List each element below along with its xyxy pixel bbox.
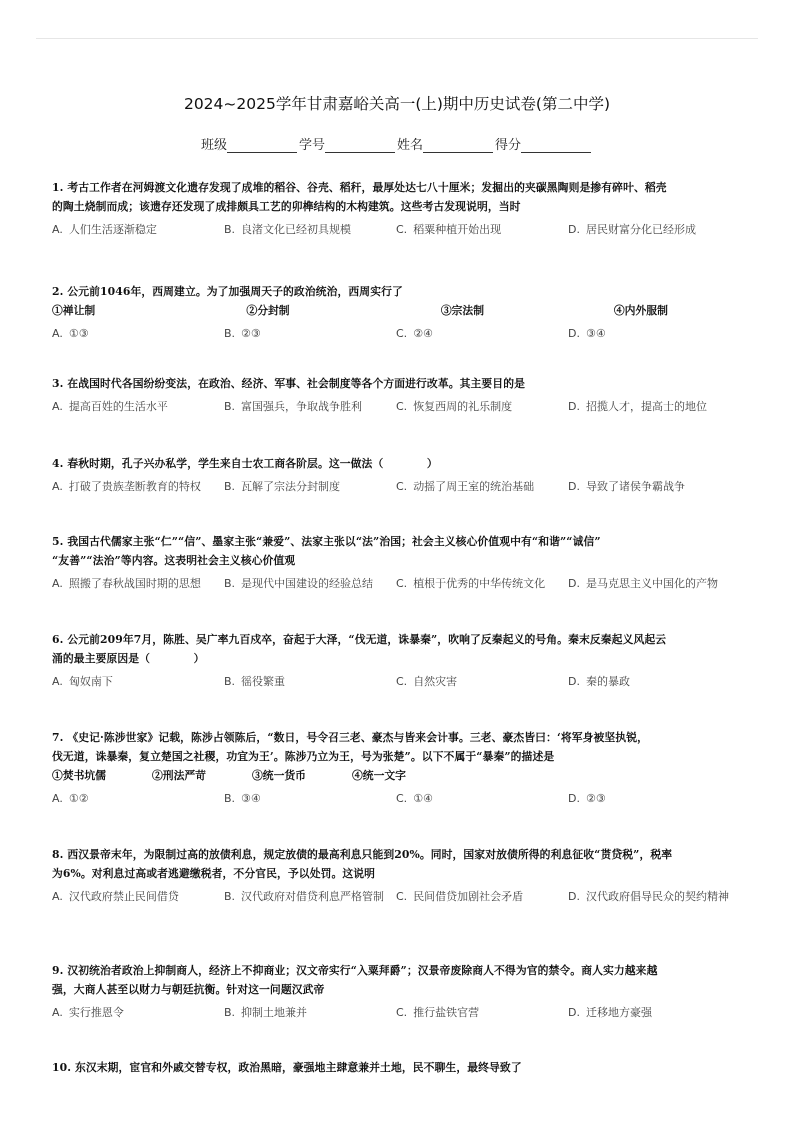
question-2 (52, 282, 750, 342)
option-text: 植根于优秀的中华传统文化 (413, 577, 546, 590)
answer-options (52, 222, 750, 238)
answer-options (52, 791, 750, 807)
option-letter: C. (396, 675, 408, 688)
option-text: 恢复西周的礼乐制度 (413, 400, 513, 413)
option-d[interactable] (568, 479, 740, 495)
stem-line: 3. 在战国时代各国纷纷变法，在政治、经济、军事、社会制度等各个方面进行改革。其主要目的是 (52, 377, 525, 390)
option-letter: A. (52, 577, 63, 590)
question-5 (52, 532, 750, 592)
option-d[interactable] (568, 399, 740, 415)
option-text: ①③ (68, 327, 89, 340)
option-text: 导致了诸侯争霸战争 (585, 480, 685, 493)
question-10 (52, 1058, 750, 1077)
option-text: ③④ (241, 792, 261, 805)
option-letter: D. (568, 792, 580, 805)
option-d[interactable] (568, 674, 740, 690)
option-letter: A. (52, 400, 63, 413)
option-letter: D. (568, 327, 580, 340)
option-a[interactable] (52, 399, 224, 415)
student-number-field[interactable]: 学号 (299, 134, 397, 153)
option-text: 富国强兵，争取战争胜利 (241, 400, 363, 413)
question-stem (52, 845, 750, 883)
option-letter: D. (568, 675, 580, 688)
class-field[interactable]: 班级 (201, 134, 299, 153)
stem-line: 强，大商人甚至以财力与朝廷抗衡。针对这一问题汉武帝 (52, 983, 325, 996)
option-d[interactable] (568, 576, 740, 592)
option-text: 良渚文化已经初具规模 (241, 223, 352, 236)
option-letter: D. (568, 577, 580, 590)
option-letter: A. (52, 480, 63, 493)
option-text: ③④ (585, 327, 606, 340)
option-letter: C. (396, 400, 408, 413)
option-letter: B. (224, 1006, 236, 1019)
option-text: 自然灾害 (413, 675, 458, 688)
option-text: 秦的暴政 (585, 675, 630, 688)
option-text: 稻粟种植开始出现 (413, 223, 502, 236)
option-text: 汉代政府对借贷利息严格管制 (241, 890, 385, 903)
option-text: 居民财富分化已经形成 (585, 223, 696, 236)
option-letter: A. (52, 890, 63, 903)
option-text: 汉代政府倡导民众的契约精神 (585, 890, 729, 903)
option-letter: B. (224, 890, 236, 903)
option-letter: B. (224, 327, 236, 340)
option-text: 瓦解了宗法分封制度 (241, 480, 341, 493)
option-text: ①④ (413, 792, 433, 805)
option-b[interactable] (224, 674, 396, 690)
stem-line: 6. 公元前209年7月，陈胜、吴广率九百戍卒，奋起于大泽，“伐无道，诛暴秦”，吹响了反秦起义的号角。秦末反秦起义风起云 (52, 633, 667, 646)
option-a[interactable] (52, 326, 224, 342)
option-letter: D. (568, 890, 580, 903)
question-4 (52, 454, 750, 495)
stem-line: 的陶土烧制而成；该遗存还发现了成排颇具工艺的卯榫结构的木构建筑。这些考古发现说明，当时 (52, 200, 521, 213)
option-b[interactable] (224, 1005, 396, 1021)
option-text: ②③ (585, 792, 606, 805)
option-letter: C. (396, 327, 408, 340)
option-letter: A. (52, 327, 63, 340)
question-stem (52, 1058, 750, 1077)
question-8 (52, 845, 750, 905)
stem-line: 10. 东汉末期，宦官和外戚交替专权，政治黑暗，豪强地主肆意兼并土地，民不聊生，最终导致了 (52, 1061, 522, 1074)
statement-item: ②刑法严苛 (152, 769, 206, 782)
question-stem (52, 532, 750, 570)
name-field[interactable]: 姓名 (397, 134, 495, 153)
question-stem (52, 282, 750, 301)
option-c[interactable] (396, 399, 568, 415)
question-stem (52, 178, 750, 216)
option-c[interactable] (396, 326, 568, 342)
stem-line: 为6%。对利息过高或者逃避缴税者，不分官民，予以处罚。这说明 (52, 867, 376, 880)
option-text: 是马克思主义中国化的产物 (585, 577, 718, 590)
option-letter: A. (52, 792, 63, 805)
option-a[interactable] (52, 791, 224, 807)
stem-line: 1. 考古工作者在河姆渡文化遗存发现了成堆的稻谷、谷壳、稻秆，最厚处达七八十厘米；发掘出的夹碳黑陶则是掺有碎叶、稻壳 (52, 181, 667, 194)
option-letter: C. (396, 480, 408, 493)
option-a[interactable] (52, 674, 224, 690)
answer-options (52, 326, 750, 342)
option-c[interactable] (396, 1005, 568, 1021)
option-text: 迁移地方豪强 (585, 1006, 652, 1019)
option-letter: C. (396, 577, 408, 590)
option-d[interactable] (568, 889, 740, 905)
option-letter: C. (396, 1006, 408, 1019)
option-letter: C. (396, 792, 408, 805)
option-b[interactable] (224, 326, 396, 342)
stem-line: 伐无道，诛暴秦，复立楚国之社稷，功宜为王’。陈涉乃立为王，号为张楚”。以下不属于“暴秦”的描述是 (52, 750, 555, 763)
option-a[interactable] (52, 1005, 224, 1021)
score-field[interactable]: 得分 (495, 134, 593, 153)
option-text: 徭役繁重 (241, 675, 286, 688)
option-a[interactable] (52, 889, 224, 905)
question-stem (52, 961, 750, 999)
option-letter: C. (396, 223, 408, 236)
question-6 (52, 630, 750, 690)
option-letter: B. (224, 223, 236, 236)
option-text: 是现代中国建设的经验总结 (241, 577, 374, 590)
option-d[interactable] (568, 222, 740, 238)
statement-item: ④统一文字 (352, 769, 406, 782)
answer-options (52, 889, 750, 905)
answer-options (52, 1005, 750, 1021)
option-c[interactable] (396, 674, 568, 690)
option-letter: D. (568, 400, 580, 413)
option-b[interactable] (224, 222, 396, 238)
option-letter: D. (568, 1006, 580, 1019)
option-d[interactable] (568, 1005, 740, 1021)
stem-line: 7. 《史记·陈涉世家》记载，陈涉占领陈后，“数日，号令召三老、豪杰与皆来会计事。三老、豪杰皆曰：‘将军身被坚执锐， (52, 731, 648, 744)
option-text: 汉代政府禁止民间借贷 (68, 890, 179, 903)
statement-item: ①禅让制 (52, 304, 96, 317)
option-text: 照搬了春秋战国时期的思想 (68, 577, 201, 590)
option-d[interactable] (568, 326, 740, 342)
option-text: 动摇了周王室的统治基础 (413, 480, 535, 493)
question-stem (52, 728, 750, 766)
statement-item: ④内外服制 (613, 304, 668, 317)
top-divider (36, 38, 758, 39)
statement-list (52, 301, 750, 320)
answer-options (52, 479, 750, 495)
option-b[interactable] (224, 479, 396, 495)
option-text: 抑制土地兼并 (241, 1006, 308, 1019)
option-text: 提高百姓的生活水平 (68, 400, 168, 413)
option-c[interactable] (396, 222, 568, 238)
option-d[interactable] (568, 791, 740, 807)
option-text: 民间借贷加剧社会矛盾 (413, 890, 524, 903)
exam-title: 2024~2025学年甘肃嘉峪关高一(上)期中历史试卷(第二中学) (183, 95, 611, 113)
option-letter: B. (224, 577, 236, 590)
option-letter: A. (52, 223, 63, 236)
option-c[interactable] (396, 791, 568, 807)
option-b[interactable] (224, 889, 396, 905)
option-letter: B. (224, 675, 236, 688)
stem-line: 涌的最主要原因是（ ） (52, 652, 205, 665)
stem-line: 9. 汉初统治者政治上抑制商人，经济上不抑商业；汉文帝实行“入粟拜爵”；汉景帝废除商人不得为官的禁令。商人实力越来越 (52, 964, 658, 977)
stem-line: “友善”“法治”等内容。这表明社会主义核心价值观 (52, 554, 296, 567)
option-text: 匈奴南下 (68, 675, 113, 688)
question-stem (52, 454, 750, 473)
option-c[interactable] (396, 479, 568, 495)
option-a[interactable] (52, 479, 224, 495)
option-text: 打破了贵族垄断教育的特权 (68, 480, 201, 493)
answer-options (52, 399, 750, 415)
question-3 (52, 374, 750, 415)
student-info-row (0, 134, 794, 153)
option-letter: A. (52, 1006, 63, 1019)
option-text: 实行推恩令 (68, 1006, 124, 1019)
stem-line: 4. 春秋时期，孔子兴办私学，学生来自士农工商各阶层。这一做法（ ） (52, 457, 438, 470)
option-text: 人们生活逐渐稳定 (68, 223, 157, 236)
option-letter: D. (568, 223, 580, 236)
option-c[interactable] (396, 889, 568, 905)
question-9 (52, 961, 750, 1021)
option-a[interactable] (52, 222, 224, 238)
option-b[interactable] (224, 791, 396, 807)
option-text: ①② (68, 792, 89, 805)
question-stem (52, 374, 750, 393)
statement-item: ②分封制 (246, 304, 290, 317)
option-b[interactable] (224, 399, 396, 415)
option-letter: B. (224, 400, 236, 413)
statement-item: ③宗法制 (440, 304, 485, 317)
stem-line: 2. 公元前1046年，西周建立。为了加强周天子的政治统治，西周实行了 (52, 285, 403, 298)
stem-line: 8. 西汉景帝末年，为限制过高的放债利息，规定放债的最高利息只能到20%。同时，国家对放债所得的利息征收“贳贷税”，税率 (52, 848, 673, 861)
option-letter: A. (52, 675, 63, 688)
option-letter: D. (568, 480, 580, 493)
option-letter: B. (224, 480, 236, 493)
question-7 (52, 728, 750, 807)
statement-item: ③统一货币 (252, 769, 306, 782)
option-a[interactable] (52, 576, 224, 592)
option-b[interactable] (224, 576, 396, 592)
answer-options (52, 576, 750, 592)
option-text: 推行盐铁官营 (413, 1006, 480, 1019)
option-text: ②③ (241, 327, 261, 340)
answer-options (52, 674, 750, 690)
option-text: ②④ (413, 327, 433, 340)
statement-list (52, 766, 750, 785)
stem-line: 5. 我国古代儒家主张“仁”“信”、墨家主张“兼爱”、法家主张以“法”治国；社会主义核心价值观中有“和谐”“诚信” (52, 535, 601, 548)
option-text: 招揽人才，提高士的地位 (585, 400, 707, 413)
option-letter: B. (224, 792, 236, 805)
question-stem (52, 630, 750, 668)
question-1 (52, 178, 750, 238)
option-letter: C. (396, 890, 408, 903)
option-c[interactable] (396, 576, 568, 592)
statement-item: ①焚书坑儒 (52, 769, 106, 782)
